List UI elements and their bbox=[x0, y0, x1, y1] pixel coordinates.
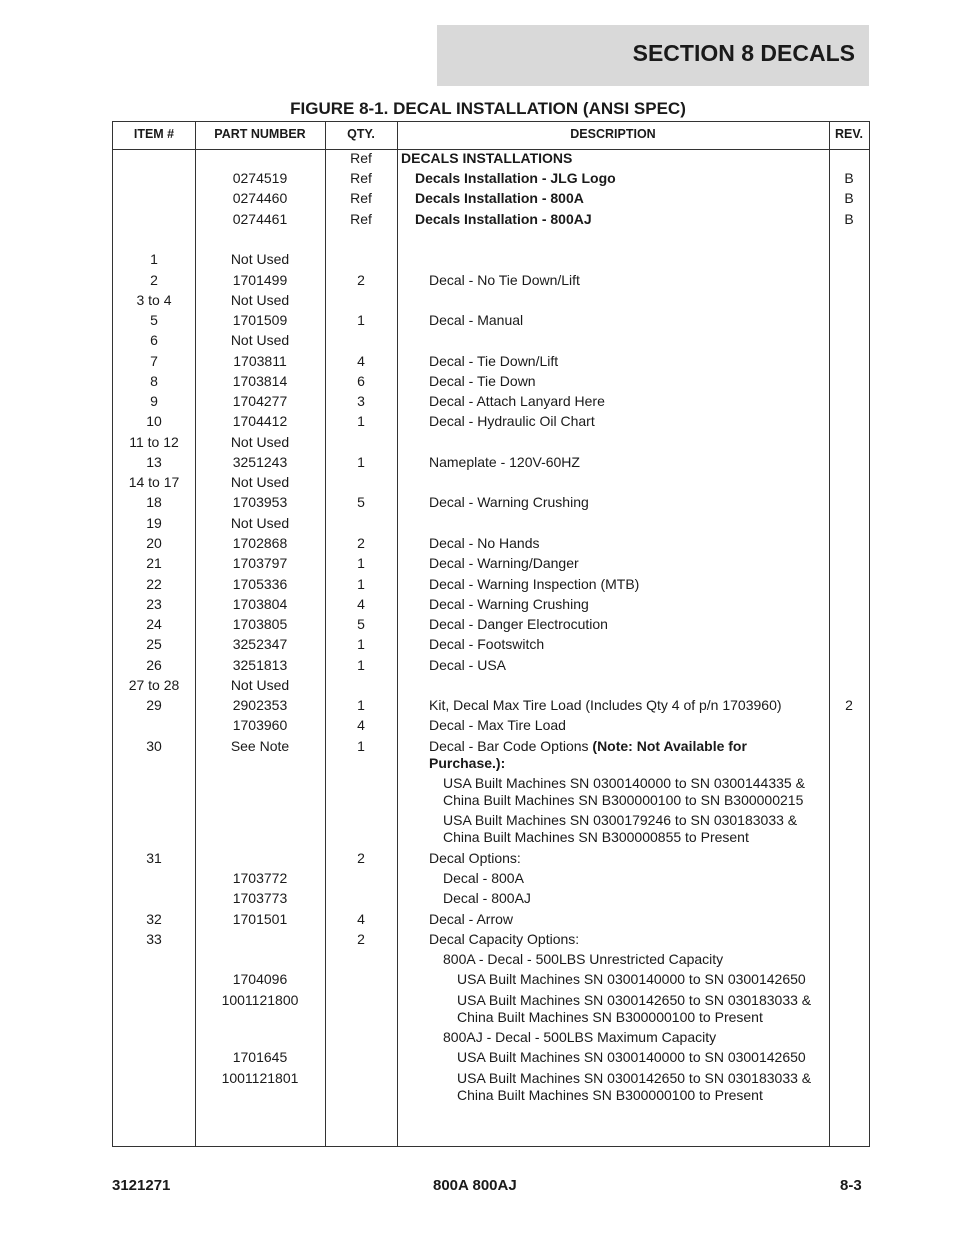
description-line bbox=[429, 494, 829, 511]
description-text: Decal - Warning Crushing bbox=[429, 596, 589, 612]
description-line bbox=[429, 636, 829, 653]
qty-cell: Ref bbox=[350, 150, 372, 166]
description-line bbox=[443, 951, 829, 968]
part-number-cell: 1701645 bbox=[232, 1049, 288, 1065]
item-number-cell: 31 bbox=[146, 850, 162, 866]
description-cell bbox=[401, 170, 829, 187]
description-line bbox=[429, 596, 829, 613]
part-number-cell: Not Used bbox=[230, 677, 290, 693]
description-text: Decal - No Tie Down/Lift bbox=[429, 272, 580, 288]
part-number-cell: 1703953 bbox=[232, 494, 288, 510]
description-text: Decal - Hydraulic Oil Chart bbox=[429, 413, 595, 429]
description-text: Decals Installation - 800A bbox=[415, 190, 584, 206]
part-number-cell: 1704412 bbox=[232, 413, 288, 429]
part-number-cell: 1001121801 bbox=[221, 1070, 299, 1086]
description-text: USA Built Machines SN 0300140000 to SN 0300142650 bbox=[457, 1049, 806, 1065]
description-cell bbox=[401, 454, 829, 471]
item-number-cell: 14 to 17 bbox=[128, 474, 180, 490]
description-text: Decal - Warning Crushing bbox=[429, 494, 589, 510]
description-line bbox=[429, 413, 829, 430]
qty-cell: Ref bbox=[350, 211, 372, 227]
qty-cell: 4 bbox=[357, 911, 365, 927]
description-cell bbox=[401, 353, 829, 370]
description-cell bbox=[401, 931, 829, 948]
item-number-cell: 30 bbox=[146, 738, 162, 754]
part-number-cell: 3251813 bbox=[232, 657, 288, 673]
item-number-cell: 32 bbox=[146, 911, 162, 927]
part-number-cell: 1703814 bbox=[232, 373, 288, 389]
description-line bbox=[415, 190, 829, 207]
description-text: DECALS INSTALLATIONS bbox=[401, 150, 573, 166]
description-cell bbox=[401, 971, 829, 988]
description-line bbox=[429, 555, 829, 572]
description-text: Decal - 800AJ bbox=[443, 890, 531, 906]
column-divider bbox=[829, 122, 830, 1146]
header-description: DESCRIPTION bbox=[570, 127, 656, 141]
description-text: Kit, Decal Max Tire Load (Includes Qty 4 of p/n 1703960) bbox=[429, 697, 782, 713]
description-line-2: China Built Machines SN B300000100 to SN B300000215 bbox=[443, 792, 804, 808]
description-line bbox=[443, 775, 829, 792]
description-cell bbox=[401, 393, 829, 410]
item-number-cell: 25 bbox=[146, 636, 162, 652]
description-line bbox=[429, 393, 829, 410]
qty-cell: 1 bbox=[357, 576, 365, 592]
part-number-cell: Not Used bbox=[230, 434, 290, 450]
description-text: Decal - Warning/Danger bbox=[429, 555, 579, 571]
qty-cell: 6 bbox=[357, 373, 365, 389]
description-cell bbox=[401, 211, 829, 228]
description-line bbox=[429, 911, 829, 928]
footer-model: 800A 800AJ bbox=[433, 1177, 517, 1194]
description-cell bbox=[401, 870, 829, 887]
description-line bbox=[429, 373, 829, 390]
description-text: Decal - Max Tire Load bbox=[429, 717, 566, 733]
description-text: USA Built Machines SN 0300140000 to SN 0300142650 bbox=[457, 971, 806, 987]
description-text: 800A - Decal - 500LBS Unrestricted Capacity bbox=[443, 951, 724, 967]
description-text: Decal - Danger Electrocution bbox=[429, 616, 608, 632]
description-line bbox=[429, 353, 829, 370]
part-number-cell: 1701509 bbox=[232, 312, 288, 328]
footer-doc-number: 3121271 bbox=[112, 1177, 171, 1194]
part-number-cell: 1702868 bbox=[232, 535, 288, 551]
description-text: Decal - 800A bbox=[443, 870, 524, 886]
description-line bbox=[401, 150, 829, 167]
description-cell bbox=[401, 717, 829, 734]
qty-cell: 1 bbox=[357, 636, 365, 652]
description-text: USA Built Machines SN 0300142650 to SN 030183033 & bbox=[457, 1070, 812, 1086]
description-cell bbox=[401, 616, 829, 633]
description-cell bbox=[401, 850, 829, 867]
description-cell bbox=[401, 636, 829, 653]
qty-cell: 5 bbox=[357, 494, 365, 510]
description-line-2: Purchase.): bbox=[429, 755, 506, 771]
description-cell bbox=[401, 312, 829, 329]
item-number-cell: 24 bbox=[146, 616, 162, 632]
qty-cell: 1 bbox=[357, 413, 365, 429]
qty-cell: 4 bbox=[357, 717, 365, 733]
description-cell bbox=[401, 1070, 829, 1104]
description-line bbox=[429, 657, 829, 674]
item-number-cell: 5 bbox=[150, 312, 158, 328]
part-number-cell: 1701501 bbox=[232, 911, 288, 927]
section-banner bbox=[437, 25, 869, 86]
part-number-cell: 1703797 bbox=[232, 555, 288, 571]
item-number-cell: 20 bbox=[146, 535, 162, 551]
description-line bbox=[443, 812, 829, 829]
qty-cell: 2 bbox=[357, 272, 365, 288]
description-line bbox=[429, 312, 829, 329]
part-number-cell: Not Used bbox=[230, 474, 290, 490]
description-cell bbox=[401, 494, 829, 511]
description-cell bbox=[401, 992, 829, 1026]
parts-table bbox=[112, 121, 870, 1147]
qty-cell: 1 bbox=[357, 697, 365, 713]
description-line bbox=[429, 576, 829, 593]
item-number-cell: 23 bbox=[146, 596, 162, 612]
description-line bbox=[457, 971, 829, 988]
qty-cell: 4 bbox=[357, 353, 365, 369]
item-number-cell: 10 bbox=[146, 413, 162, 429]
description-cell bbox=[401, 190, 829, 207]
item-number-cell: 1 bbox=[150, 251, 158, 267]
item-number-cell: 7 bbox=[150, 353, 158, 369]
rev-cell: B bbox=[844, 211, 854, 227]
part-number-cell: 1701499 bbox=[232, 272, 288, 288]
part-number-cell: 0274519 bbox=[232, 170, 288, 186]
description-text: Decal - Warning Inspection (MTB) bbox=[429, 576, 640, 592]
figure-title: FIGURE 8-1. DECAL INSTALLATION (ANSI SPEC) bbox=[290, 99, 686, 118]
description-text: Decal - Tie Down/Lift bbox=[429, 353, 559, 369]
part-number-cell: 1703804 bbox=[232, 596, 288, 612]
description-line bbox=[457, 1049, 829, 1066]
description-cell bbox=[401, 657, 829, 674]
description-line bbox=[415, 211, 829, 228]
qty-cell: 3 bbox=[357, 393, 365, 409]
part-number-cell: 2902353 bbox=[232, 697, 288, 713]
description-line bbox=[415, 170, 829, 187]
header-part-number: PART NUMBER bbox=[214, 127, 306, 141]
description-text: Decal - Arrow bbox=[429, 911, 514, 927]
description-line bbox=[443, 1029, 829, 1046]
part-number-cell: Not Used bbox=[230, 515, 290, 531]
part-number-cell: 1703773 bbox=[232, 890, 288, 906]
description-text: Decal Capacity Options: bbox=[429, 931, 580, 947]
item-number-cell: 6 bbox=[150, 332, 158, 348]
column-divider bbox=[397, 122, 398, 1146]
description-cell bbox=[401, 373, 829, 390]
qty-cell: 2 bbox=[357, 535, 365, 551]
description-line bbox=[443, 890, 829, 907]
qty-cell: Ref bbox=[350, 170, 372, 186]
part-number-cell: 1705336 bbox=[232, 576, 288, 592]
rev-cell: 2 bbox=[845, 697, 853, 713]
description-cell bbox=[401, 812, 829, 846]
item-number-cell: 21 bbox=[146, 555, 162, 571]
description-text: Decal - Bar Code Options bbox=[429, 738, 593, 754]
item-number-cell: 13 bbox=[146, 454, 162, 470]
qty-cell: 1 bbox=[357, 454, 365, 470]
item-number-cell: 9 bbox=[150, 393, 158, 409]
rev-cell: B bbox=[844, 190, 854, 206]
part-number-cell: 0274461 bbox=[232, 211, 288, 227]
part-number-cell: 3251243 bbox=[232, 454, 288, 470]
part-number-cell: 3252347 bbox=[232, 636, 288, 652]
description-line bbox=[457, 992, 829, 1009]
footer-page-number: 8-3 bbox=[840, 1177, 862, 1194]
description-text: Decals Installation - JLG Logo bbox=[415, 170, 616, 186]
description-line bbox=[429, 272, 829, 289]
part-number-cell: 1704277 bbox=[232, 393, 288, 409]
part-number-cell: 1703960 bbox=[232, 717, 288, 733]
part-number-cell: 1001121800 bbox=[221, 992, 299, 1008]
part-number-cell: Not Used bbox=[230, 292, 290, 308]
qty-cell: 2 bbox=[357, 850, 365, 866]
description-cell bbox=[401, 413, 829, 430]
part-number-cell: 1704096 bbox=[232, 971, 288, 987]
part-number-cell: See Note bbox=[230, 738, 290, 754]
description-line bbox=[429, 535, 829, 552]
description-line bbox=[429, 454, 829, 471]
description-text: Decal - Tie Down bbox=[429, 373, 536, 389]
description-cell bbox=[401, 150, 829, 167]
item-number-cell: 18 bbox=[146, 494, 162, 510]
item-number-cell: 26 bbox=[146, 657, 162, 673]
description-cell bbox=[401, 911, 829, 928]
qty-cell: 2 bbox=[357, 931, 365, 947]
description-line bbox=[429, 717, 829, 734]
description-line-2: China Built Machines SN B300000100 to Present bbox=[457, 1087, 763, 1103]
item-number-cell: 19 bbox=[146, 515, 162, 531]
description-text: Decal - USA bbox=[429, 657, 507, 673]
description-text: Decal - Manual bbox=[429, 312, 524, 328]
description-text: Decal - Attach Lanyard Here bbox=[429, 393, 605, 409]
item-number-cell: 8 bbox=[150, 373, 158, 389]
description-cell bbox=[401, 890, 829, 907]
description-line bbox=[429, 738, 829, 755]
item-number-cell: 11 to 12 bbox=[129, 434, 179, 450]
part-number-cell: 1703805 bbox=[232, 616, 288, 632]
description-line bbox=[429, 931, 829, 948]
description-text: Decals Installation - 800AJ bbox=[415, 211, 592, 227]
qty-cell: Ref bbox=[350, 190, 372, 206]
qty-cell: 1 bbox=[357, 555, 365, 571]
part-number-cell: Not Used bbox=[230, 332, 290, 348]
qty-cell: 1 bbox=[357, 738, 365, 754]
description-note: (Note: Not Available for bbox=[592, 738, 747, 754]
description-text: Decal - No Hands bbox=[429, 535, 540, 551]
description-text: USA Built Machines SN 0300179246 to SN 030183033 & bbox=[443, 812, 798, 828]
description-line bbox=[457, 1070, 829, 1087]
description-line-2: China Built Machines SN B300000855 to Present bbox=[443, 829, 749, 845]
description-cell bbox=[401, 596, 829, 613]
qty-cell: 1 bbox=[357, 657, 365, 673]
part-number-cell: 1703811 bbox=[233, 353, 287, 369]
description-cell bbox=[401, 697, 829, 714]
description-line bbox=[429, 697, 829, 714]
description-line bbox=[429, 616, 829, 633]
description-text: 800AJ - Decal - 500LBS Maximum Capacity bbox=[443, 1029, 717, 1045]
qty-cell: 1 bbox=[357, 312, 365, 328]
item-number-cell: 29 bbox=[146, 697, 162, 713]
item-number-cell: 33 bbox=[146, 931, 162, 947]
description-cell bbox=[401, 555, 829, 572]
description-cell bbox=[401, 576, 829, 593]
description-cell bbox=[401, 1029, 829, 1046]
header-rev: REV. bbox=[834, 127, 864, 141]
part-number-cell: 0274460 bbox=[232, 190, 288, 206]
description-text: Nameplate - 120V-60HZ bbox=[429, 454, 580, 470]
item-number-cell: 22 bbox=[146, 576, 162, 592]
item-number-cell: 27 to 28 bbox=[128, 677, 180, 693]
header-item: ITEM # bbox=[133, 127, 175, 141]
qty-cell: 4 bbox=[357, 596, 365, 612]
qty-cell: 5 bbox=[357, 616, 365, 632]
description-cell bbox=[401, 951, 829, 968]
item-number-cell: 2 bbox=[150, 272, 158, 288]
description-cell bbox=[401, 272, 829, 289]
item-number-cell: 3 to 4 bbox=[136, 292, 172, 308]
description-cell bbox=[401, 535, 829, 552]
description-text: USA Built Machines SN 0300142650 to SN 030183033 & bbox=[457, 992, 812, 1008]
header-qty: QTY. bbox=[347, 127, 375, 141]
part-number-cell: 1703772 bbox=[232, 870, 288, 886]
description-line-2: China Built Machines SN B300000100 to Present bbox=[457, 1009, 763, 1025]
description-text: USA Built Machines SN 0300140000 to SN 0300144335 & bbox=[443, 775, 805, 791]
description-cell bbox=[401, 738, 829, 772]
description-cell bbox=[401, 775, 829, 809]
description-cell bbox=[401, 1049, 829, 1066]
description-line bbox=[443, 870, 829, 887]
description-text: Decal - Footswitch bbox=[429, 636, 545, 652]
description-line bbox=[429, 850, 829, 867]
description-text: Decal Options: bbox=[429, 850, 521, 866]
rev-cell: B bbox=[844, 170, 854, 186]
section-title: SECTION 8 DECALS bbox=[632, 40, 855, 66]
part-number-cell: Not Used bbox=[230, 251, 290, 267]
